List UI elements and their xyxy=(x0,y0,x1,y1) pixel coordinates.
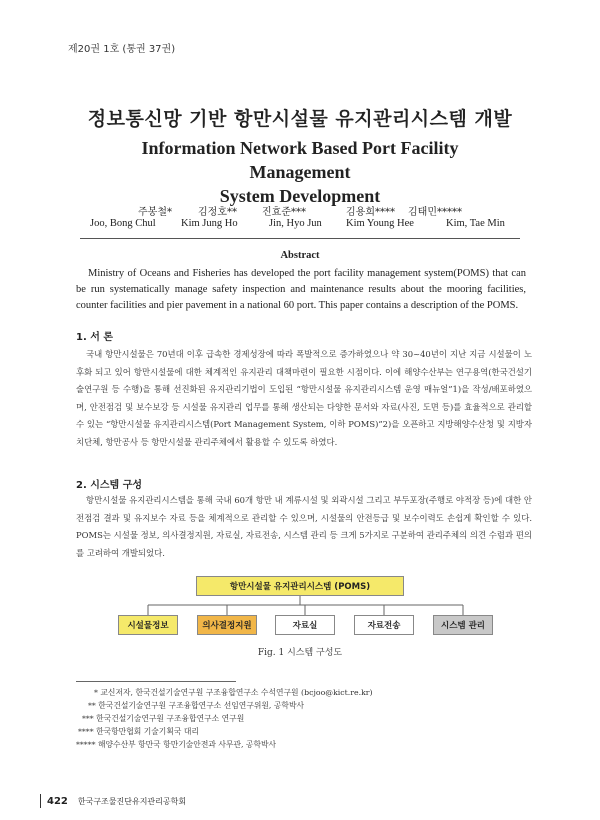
footnote-3: *** 한국건설기술연구원 구조융합연구소 연구원 xyxy=(82,714,245,723)
footnote-2: ** 한국건설기술연구원 구조융합연구소 선임연구위원, 공학박사 xyxy=(88,701,305,710)
paper-title-english xyxy=(90,136,510,208)
diagram-root-label: 항만시설물 유지관리시스템 (POMS) xyxy=(229,582,371,592)
diagram-node-label: 시스템 관리 xyxy=(440,621,485,631)
page-number: 422 xyxy=(47,795,68,807)
diagram-node-label: 의사결정지원 xyxy=(202,621,252,631)
diagram-node-data-transfer xyxy=(354,615,414,635)
section-heading-introduction: 1. 서 론 xyxy=(76,332,114,343)
footnote-1: * 교신저자, 한국건설기술연구원 구조융합연구소 수석연구원 (bcjoo@kict.re.kr) xyxy=(94,688,373,697)
diagram-root-node xyxy=(196,576,404,596)
author-en-1: Joo, Bong Chul xyxy=(90,218,156,229)
diagram-node-label: 자료전송 xyxy=(367,621,401,631)
author-ko-2: 김정호** xyxy=(198,207,237,218)
author-ko-5: 김태민***** xyxy=(408,207,462,218)
figure-caption: Fig. 1 시스템 구성도 xyxy=(257,648,343,658)
diagram-node-decision-support xyxy=(197,615,257,635)
author-list xyxy=(86,203,526,233)
footnote-5: ***** 해양수산부 항만국 항만기술안전과 사무관, 공학박사 xyxy=(76,740,277,749)
diagram-node-facility-info xyxy=(118,615,178,635)
section-text-introduction: 국내 항만시설물은 70년대 이후 급속한 경제성장에 따라 폭발적으로 증가하였으나 약 30~40년이 지난 지금 시설물이 노후화 되고 있어 항만시설물에 대한 체계적인 유지관리 대책마련이 필요한 시점이다. 이에 해양수산부는 연구용역(한국건설기술연구원 등 수행)을 통해 선진화된 유지관리기법이 도입된 “항만시설물 유지관리시스템 운영 매뉴얼”1)을 작성/배포하였으며, 안전점검 및 보수보강 등 시설물 유지관리 업무를 통해 생산되는 다양한 문서와 자료(사진, 도면 등)를 효율적으로 관리할 수 있는 “항만시설물 유지관리시스템(Port Management System, 이하 POMS)”2)을 오픈하고 지방해양수산청 및 지방자치단체, 항만공사 등 항만시설물 관리주체에서 활용할 수 있도록 하였다. xyxy=(76,349,532,447)
author-names-korean xyxy=(86,203,526,218)
paper-title-english-line2: System Development xyxy=(219,186,381,206)
journal-issue-header: 제20권 1호 (통권 37권) xyxy=(68,44,176,55)
society-name: 한국구조물진단유지관리공학회 xyxy=(77,796,187,806)
author-en-3: Jin, Hyo Jun xyxy=(269,218,322,229)
author-ko-1: 주봉철* xyxy=(138,207,172,218)
footnotes xyxy=(76,686,373,751)
section-heading-system: 2. 시스템 구성 xyxy=(76,480,143,491)
diagram-node-system-admin xyxy=(433,615,493,635)
abstract-heading: Abstract xyxy=(280,250,320,261)
section-text-system: 항만시설물 유지관리시스템을 통해 국내 60개 항만 내 계류시설 및 외곽시설 그리고 부두포장(주행로 야적장 등)에 대한 안전점검 결과 및 유지보수 자료 등을 체계적으로 관리할 수 있으며, 시설물의 안전등급 및 보수이력도 손쉽게 확인할 수 있다. POMS는 시설물 정보, 의사결정지원, 자료실, 자료전송, 시스템 관리 등 크게 5가지로 구분하여 관리주체의 의견 수렴과 편의를 고려하여 개발되었다. xyxy=(76,495,532,558)
author-ko-4: 김용희**** xyxy=(346,207,395,218)
footer-bar xyxy=(40,794,41,808)
footnote-4: **** 한국항만협회 기술기획국 대리 xyxy=(78,727,199,736)
paper-title-english-line1: Information Network Based Port Facility Management xyxy=(141,138,459,182)
author-en-4: Kim Young Hee xyxy=(346,218,414,229)
abstract-text: Ministry of Oceans and Fisheries has developed the port facility management system(POMS) that can be run systematically manage safety inspection and maintenance results about the mooring facilities, counter facilities and pier pavement in a national 60 port. This paper contains a description of the POMS. xyxy=(76,268,526,311)
paper-title-korean: 정보통신망 기반 항만시설물 유지관리시스템 개발 xyxy=(87,108,513,130)
author-en-2: Kim Jung Ho xyxy=(181,218,238,229)
author-ko-3: 진효준*** xyxy=(262,207,306,218)
diagram-node-label: 자료실 xyxy=(292,621,318,631)
page-footer xyxy=(40,794,186,808)
author-en-5: Kim, Tae Min xyxy=(446,218,505,229)
diagram-node-label: 시설물정보 xyxy=(127,621,169,631)
author-names-english xyxy=(86,218,526,233)
header-divider xyxy=(80,238,520,239)
footnote-divider xyxy=(76,681,236,682)
diagram-node-data-room xyxy=(275,615,335,635)
